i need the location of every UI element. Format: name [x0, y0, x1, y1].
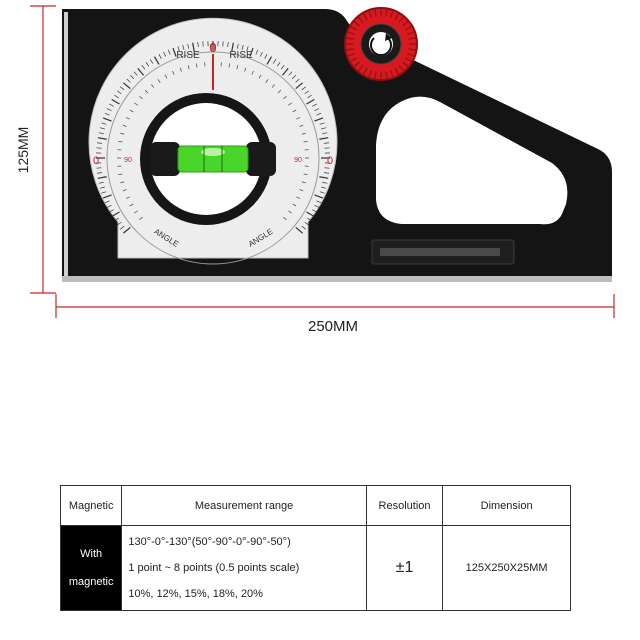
height-dimension-label: 125MM	[15, 126, 31, 174]
vial-cap-right	[246, 142, 276, 176]
tool-bottom-edge	[62, 276, 612, 282]
measurement-range-cell	[122, 526, 366, 611]
magnetic-line-1: With	[80, 548, 103, 560]
spec-table-header	[61, 486, 571, 526]
tool-edge-highlight	[64, 12, 68, 278]
header-resolution: Resolution	[366, 486, 442, 526]
width-dimension-label: 250MM	[307, 318, 359, 335]
side-zero-left: 0	[92, 155, 100, 167]
height-dimension-line	[30, 6, 56, 293]
resolution-value: ±1	[366, 526, 442, 611]
dial-zero-label: 0	[209, 40, 217, 55]
angle-label-right: ANGLE	[246, 226, 275, 249]
width-dimension-line	[56, 294, 614, 318]
vial-cap-left	[150, 142, 180, 176]
ninety-right: 90	[294, 157, 302, 164]
spec-table	[60, 485, 571, 611]
range-degrees: 130°-0°-130°(50°-90°-0°-90°-50°)	[128, 536, 291, 548]
header-magnetic: Magnetic	[61, 486, 122, 526]
angle-label-left: ANGLE	[152, 226, 181, 249]
side-zero-right: 0	[326, 155, 334, 167]
rise-label-right: RISE	[229, 50, 253, 61]
magnetic-line-2: magnetic	[68, 576, 114, 588]
range-points: 1 point ~ 8 points (0.5 points scale)	[128, 562, 300, 574]
vial-bubble	[201, 148, 225, 156]
magnetic-cell	[61, 526, 122, 611]
ninety-left: 90	[124, 157, 132, 164]
header-measurement-range: Measurement range	[122, 486, 366, 526]
dimension-value: 125X250X25MM	[443, 526, 571, 611]
rise-label-left: RISE	[176, 50, 200, 61]
range-percent: 10%, 12%, 15%, 18%, 20%	[128, 588, 263, 600]
spec-table-row	[61, 526, 571, 611]
header-dimension: Dimension	[443, 486, 571, 526]
